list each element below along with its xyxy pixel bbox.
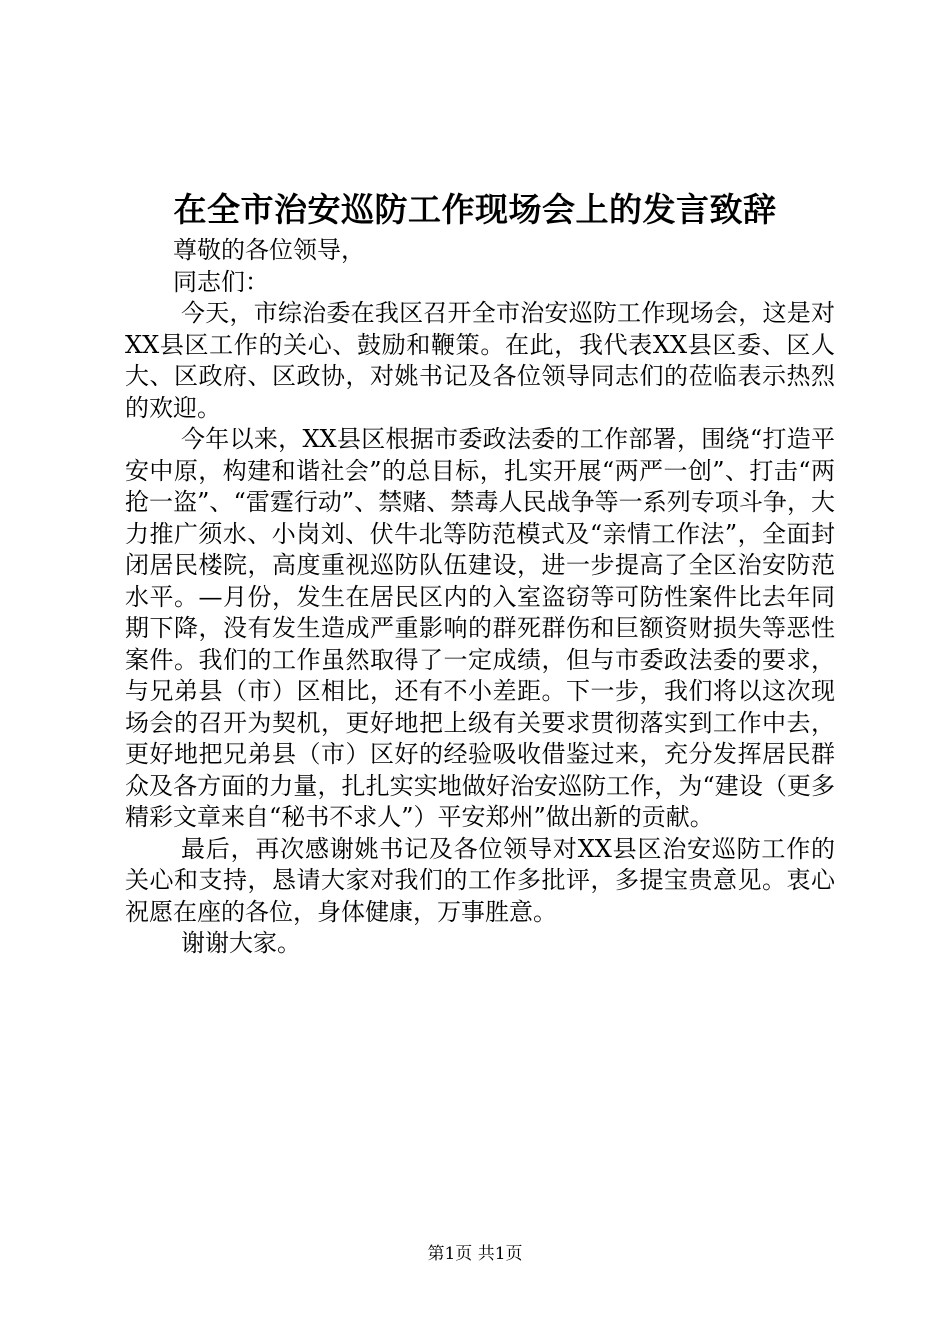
- paragraph-closing: 谢谢大家。: [181, 929, 301, 957]
- document-body: [125, 235, 835, 960]
- paragraph-welcome: 今天，市综治委在我区召开全市治安巡防工作现场会，这是对XX县区工作的关心、鼓励和鞭策。在此，我代表XX县区委、区人大、区政府、区政协，对姚书记及各位领导同志们的莅临表示热烈的欢迎。: [125, 299, 835, 422]
- paragraph-thanks: 最后，再次感谢姚书记及各位领导对XX县区治安巡防工作的关心和支持，恳请大家对我们的工作多批评，多提宝贵意见。衷心祝愿在座的各位，身体健康，万事胜意。: [125, 834, 835, 926]
- salutation-comrades: 同志们：: [173, 267, 269, 296]
- page-number-footer: 第1页 共1页: [427, 1244, 523, 1264]
- paragraph-work-summary: 今年以来，XX县区根据市委政法委的工作部署，围绕“打造平安中原，构建和谐社会”的总目标，扎实开展“两严一创”、打击“两抢一盗”、“雷霆行动”、禁赌、禁毒人民战争等一系列专项斗争，大力推广须水、小岗刘、伏牛北等防范模式及“亲情工作法”，全面封闭居民楼院，高度重视巡防队伍建设，进一步提高了全区治安防范水平。—月份，发生在居民区内的入室盗窃等可防性案件比去年同期下降，没有发生造成严重影响的群死群伤和巨额资财损失等恶性案件。我们的工作虽然取得了一定成绩，但与市委政法委的要求，与兄弟县（市）区相比，还有不小差距。下一步，我们将以这次现场会的召开为契机，更好地把上级有关要求贯彻落实到工作中去，更好地把兄弟县（市）区好的经验吸收借鉴过来，充分发挥居民群众及各方面的力量，扎扎实实地做好治安巡防工作，为“建设（更多精彩文章来自“秘书不求人”）平安郑州”做出新的贡献。: [125, 425, 835, 831]
- document-title: 在全市治安巡防工作现场会上的发言致辞: [173, 190, 777, 229]
- salutation-leaders: 尊敬的各位领导，: [173, 236, 365, 264]
